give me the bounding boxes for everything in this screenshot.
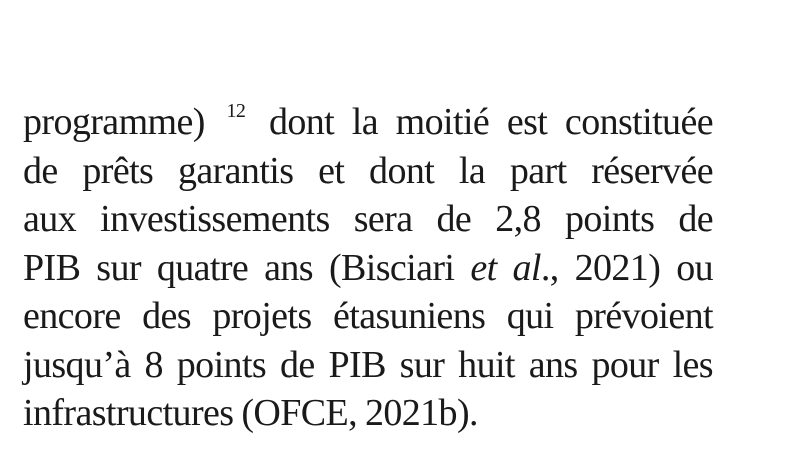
line-1-start: programme) [23,101,205,143]
text-line-4 [23,244,713,293]
footnote-reference[interactable]: 12 [226,100,246,122]
line-4-end: ., 2021) ou [540,246,713,289]
text-line-7: infrastructures (OFCE, 2021b). [23,392,478,434]
line-4-start: PIB sur quatre ans (Bisciari [23,246,471,289]
text-line-1 [23,98,713,147]
text-line-6: jusqu’à 8 points de PIB sur huit ans pour les [23,343,713,386]
line-1-end: dont la moitié est constituée [268,101,713,143]
citation-italic: et al [470,246,541,289]
body-paragraph [23,98,713,438]
text-line-3: aux investissements sera de 2,8 points de [23,198,713,240]
text-line-2: de prêts garantis et dont la part réservée [23,149,713,192]
text-line-5: encore des projets étasuniens qui prévoient [23,295,713,337]
